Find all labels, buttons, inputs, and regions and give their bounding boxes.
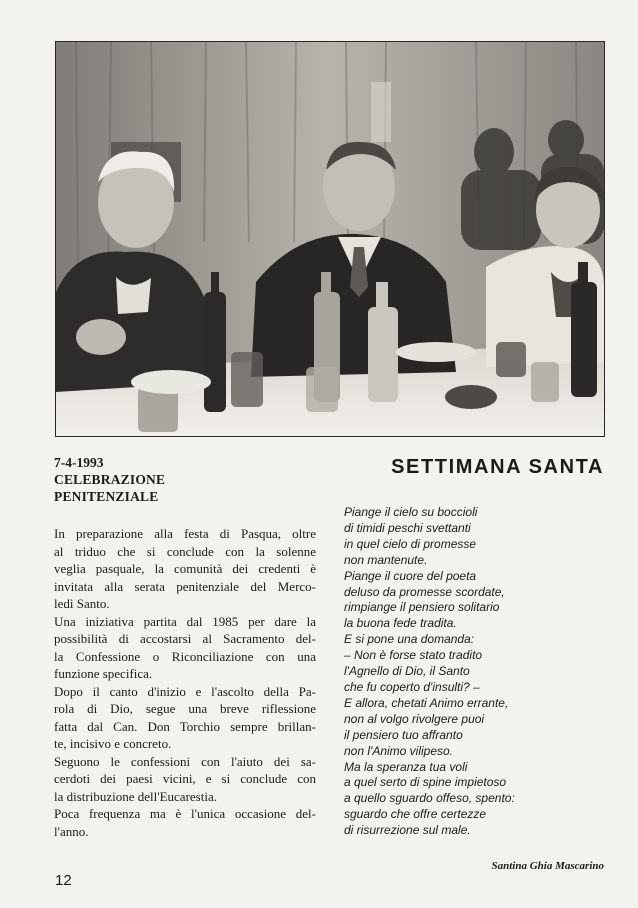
article-line: fatta dal Can. Don Torchio sempre brillan- [54, 718, 316, 734]
article-line: Dopo il canto d'inizio e l'ascolto della Pa- [54, 683, 316, 699]
poem-verse: non mantenute. [344, 552, 428, 567]
article-line: l'anno. [54, 823, 89, 839]
poem-verse: che fu coperto d'insulti? – [344, 679, 480, 694]
article-line: In preparazione alla festa di Pasqua, oltre [54, 526, 316, 541]
article-line: te, incisivo e concreto. [54, 736, 172, 751]
poem-verse: di risurrezione sul male. [344, 823, 471, 838]
article-date: 7-4-1993 [54, 455, 104, 470]
poem-verse: l'Agnello di Dio, il Santo [344, 664, 470, 679]
article-line: rola di Dio, segue una breve riflessione [54, 701, 316, 716]
dinner-photo-illustration [56, 42, 604, 436]
article-line: veglia pasquale, la comunità dei credenti è [54, 561, 316, 576]
poem-verse: – Non è forse stato tradito [344, 648, 483, 663]
poem-verse: di timidi peschi svettanti [344, 520, 471, 535]
article-line: Una iniziativa partita dal 1985 per dare la [54, 613, 316, 629]
event-photo [55, 41, 605, 437]
poem-verse: il pensiero tuo affranto [344, 727, 463, 742]
poem-verse: non al volgo rivolgere puoi [344, 711, 485, 726]
poem-author: Santina Ghia Mascarino [491, 860, 604, 873]
article-line: la Confessione o Riconciliazione con una [54, 648, 316, 664]
article-title-line: CELEBRAZIONE [54, 472, 166, 487]
poem-verse: non l'Animo vilipeso. [344, 743, 454, 758]
poem-verse: a quello sguardo offeso, spento: [344, 791, 515, 806]
article-line: Seguono le confessioni con l'aiuto dei sa- [54, 753, 316, 769]
poem-verse: E allora, chetati Animo errante, [344, 695, 509, 710]
article-line: possibilità di accostarsi al Sacramento del- [54, 631, 316, 646]
poem-verse: E si pone una domanda: [344, 632, 475, 647]
article-title [54, 471, 316, 505]
article-title-line: PENITENZIALE [54, 489, 159, 504]
poem-verse: rimpiange il pensiero solitario [344, 600, 500, 615]
poem-body [344, 505, 604, 839]
article-body [54, 525, 316, 840]
page-number: 12 [55, 872, 72, 889]
article-line: al triduo che si conclude con la solenne [54, 543, 316, 559]
poem-verse: la buona fede tradita. [344, 616, 457, 631]
article-line: funzione specifica. [54, 666, 153, 681]
poem-verse: Piange il cielo su boccioli [344, 505, 478, 519]
article-line: Poca frequenza ma è l'unica occasione del- [54, 806, 316, 821]
poem-verse: in quel cielo di promesse [344, 536, 477, 551]
poem-column [342, 455, 604, 872]
poem-verse: sguardo che offre certezze [344, 807, 487, 822]
poem-verse: Piange il cuore del poeta [344, 568, 477, 583]
poem-verse: deluso da promesse scordate, [344, 584, 505, 599]
poem-verse: Ma la speranza tua voli [344, 759, 468, 774]
poem-verse: a quel serto di spine impietoso [344, 775, 507, 790]
article-line: la distribuzione dell'Eucarestia. [54, 788, 217, 804]
article-line: cerdoti dei paesi vicini, e si conclude con [54, 771, 316, 786]
window-light [371, 82, 391, 142]
article-line: ledì Santo. [54, 596, 110, 611]
article-column [54, 455, 316, 840]
article-line: invitata alla serata penitenziale del Merco- [54, 578, 316, 594]
poem-title: SETTIMANA SANTA [391, 456, 604, 478]
